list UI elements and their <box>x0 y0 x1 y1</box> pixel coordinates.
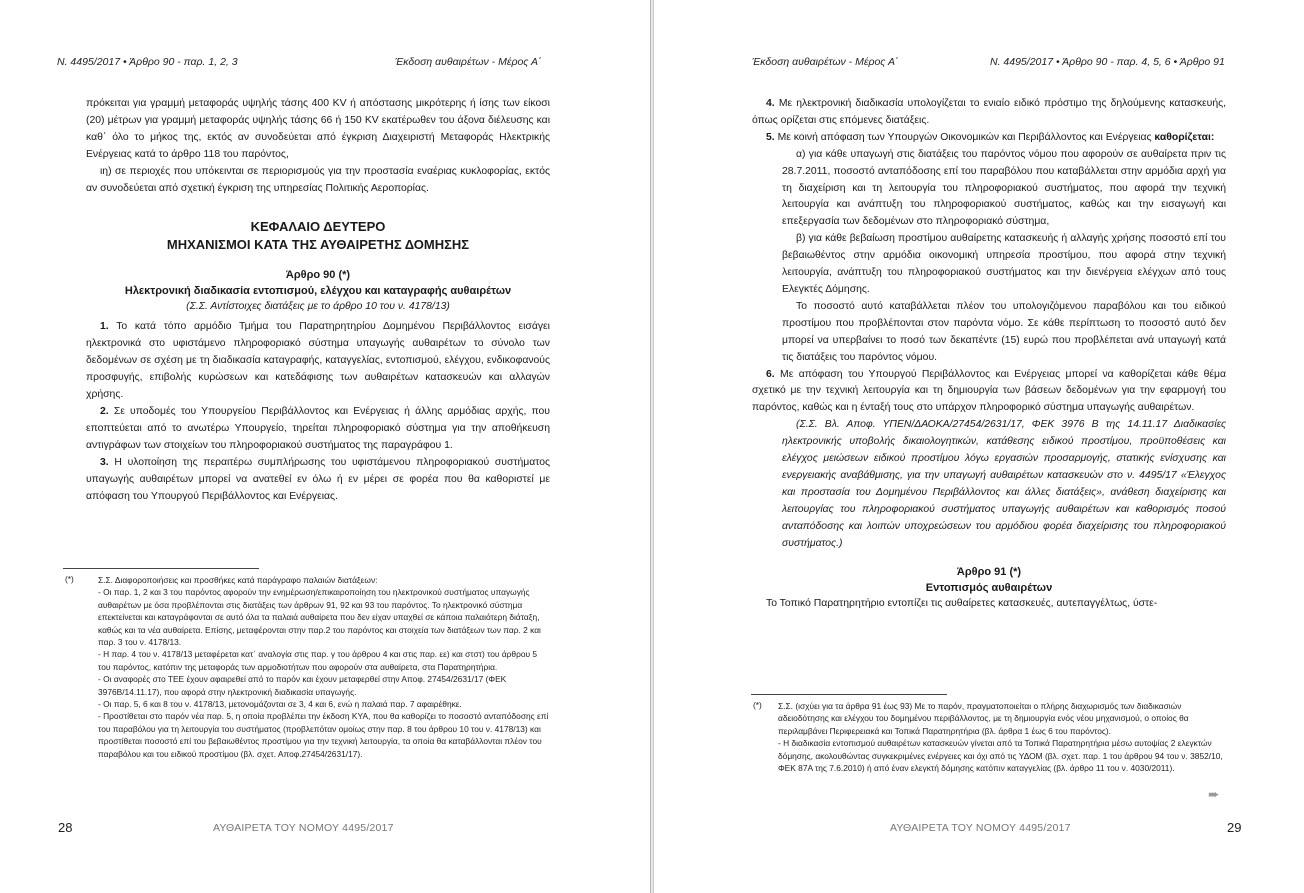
chapter-heading: ΚΕΦΑΛΑΙΟ ΔΕΥΤΕΡΟ <box>250 219 386 235</box>
footnote-line: Σ.Σ. Διαφοροποιήσεις και προσθήκες κατά παράγραφο παλαιών διατάξεων: <box>98 575 378 585</box>
footnote-rule <box>751 694 947 695</box>
page-number: 28 <box>58 820 73 835</box>
running-header-right: Έκδοση αυθαιρέτων - Μέρος Α΄ <box>395 56 542 68</box>
paragraph-number: 1. <box>100 321 109 333</box>
paragraph-number: 5. <box>766 131 775 143</box>
right-page <box>654 0 1304 893</box>
paragraph-text: Με απόφαση του Υπουργού Περιβάλλοντος και Ενέργειας μπορεί να καθορίζεται κάθε θέμα σχετικό με την τεχνική λειτουργία και τη δημιουργία των βάσεων δεδομένων για την εφαρμογή του παρόντος, καθώς και η ένταξή τους στο υπάρχον πληροφορικό σύστημα υπαγωγής αυθαιρέτων. <box>752 368 1226 414</box>
chapter-title: ΜΗΧΑΝΙΣΜΟΙ ΚΑΤΑ ΤΗΣ ΑΥΘΑΙΡΕΤΗΣ ΔΟΜΗΣΗΣ <box>166 237 470 253</box>
paragraph-4 <box>752 96 1226 130</box>
footnote-line: - Οι παρ. 5, 6 και 8 του ν. 4178/13, μετονομάζονται σε 3, 4 και 6, ενώ η παλαιά παρ. 7 αφαιρέθηκε. <box>98 699 462 710</box>
paragraph-number: 6. <box>766 368 775 380</box>
article-91-subtitle: Εντοπισμός αυθαιρέτων <box>925 582 1053 595</box>
paragraph-1 <box>86 319 550 404</box>
article-90-title: Άρθρο 90 (*) <box>285 269 351 282</box>
footnote-line: - Η διαδικασία εντοπισμού αυθαιρέτων κατασκευών γίνεται από τα Τοπικά Παρατηρητήρια μέσω αυτοψίας 2 ελεγκτών δόμησης, ακολουθώντας συγκεκριμένες ενέργειες και όχι από τις ΥΔΟΜ (βλ. σχετ. παρ. 1 του άρθρου 94 του ν. 3852/10, ΦΕΚ 87Α της 7.6.2010) ή από έναν ελεγκτή δόμησης κατόπιν καταγγελίας (βλ. άρθρο 11 του ν. 4030/2011). <box>778 738 1223 774</box>
running-header-right: Ν. 4495/2017 • Άρθρο 90 - παρ. 4, 5, 6 • Άρθρο 91 <box>990 56 1225 68</box>
running-header-left: Έκδοση αυθαιρέτων - Μέρος Α΄ <box>752 56 899 68</box>
continued-paragraph: πρόκειται για γραμμή μεταφοράς υψηλής τάσης 400 KV ή απόστασης μικρότερης ή ίσης των είκοσι (20) μέτρων για γραμμή μεταφοράς υψηλής τάσης 66 ή 150 KV εκατέρωθεν του άξονα διέλευσης και καθ΄ όλο το μήκος της, εκτός αν συνοδεύεται από έγκριση Διαχειριστή Μεταφοράς Ηλεκτρικής Ενέργειας κατά το άρθρο 118 του παρόντος, <box>86 98 550 160</box>
paragraph-text: Το κατά τόπο αρμόδιο Τμήμα του Παρατηρητηρίου Δομημένου Περιβάλλοντος εισάγει ηλεκτρονικά στο υφιστάμενο πληροφοριακό σύστημα υπαγωγής αυθαιρέτων το σύνολο των δεδομένων σε σχέση με τη διαδικασία καταγραφής, καταγγελίας, εντοπισμού, ελέγχου, ενδικοφανούς προσφυγής, επιβολής κυρώσεων και κατεδάφισης των αυθαιρέτων κατασκευών και αλλαγών χρήσης. <box>86 321 550 401</box>
left-footnotes <box>98 574 550 760</box>
footnote-line: Σ.Σ. (ισχύει για τα άρθρα 91 έως 93) Με το παρόν, πραγματοποιείται ο πλήρης διαχωρισμός των διαδικασιών αδειοδότησης και ελέγχου του δομημένου περιβάλλοντος, με τη δημιουργία ενός νέου μηχανισμού, ο οποίος θα περιλαμβάνει Περιφερειακά και Τοπικά Παρατηρητήρια (βλ. άρθρα 1 έως 6 του παρόντος). <box>778 701 1189 736</box>
paragraph-number: 3. <box>100 456 109 468</box>
paragraph-text: Με κοινή απόφαση των Υπουργών Οικονομικών και Περιβάλλοντος και Ενέργειας <box>777 131 1152 143</box>
article-91-title: Άρθρο 91 (*) <box>956 566 1022 579</box>
page-number: 29 <box>1227 820 1242 835</box>
paragraph-text: Η υλοποίηση της περαιτέρω συμπλήρωσης του υφιστάμενου πληροφοριακού συστήματος υπαγωγής αυθαιρέτων μπορεί να ανατεθεί εν όλω ή εν μέρει σε φορέα που θα καθοριστεί με απόφαση του Υπουργού Περιβάλλοντος και Ενέργειας. <box>86 456 550 502</box>
footer-title: ΑΥΘΑΙΡΕΤΑ ΤΟΥ ΝΟΜΟΥ 4495/2017 <box>890 822 1071 834</box>
article-90-subtitle: Ηλεκτρονική διαδικασία εντοπισμού, ελέγχου και καταγραφής αυθαιρέτων <box>124 285 512 298</box>
footnote-rule <box>63 568 259 569</box>
list-item-iota-eta: ιη) σε περιοχές που υπόκεινται σε περιορισμούς για την προστασία εναέριας κυκλοφορίας, εκτός αν συνοδεύεται από σχετική έγκριση της υπηρεσίας Πολιτικής Αεροπορίας. <box>86 165 550 194</box>
running-header-left: Ν. 4495/2017 • Άρθρο 90 - παρ. 1, 2, 3 <box>57 56 238 68</box>
right-body <box>752 96 1226 613</box>
left-body <box>86 96 550 505</box>
footnote-line: - Η παρ. 4 του ν. 4178/13 μεταφέρεται κατ΄ αναλογία στις παρ. γ του άρθρου 4 και στις παρ. εε) και στστ) του άρθρου 5 του παρόντος, κατόπιν της μεταφοράς των αρμοδιοτήτων που αφορούν στα αυθαίρετα, στα Παρατηρητήρια. <box>98 649 538 672</box>
footnote-mark: (*) <box>753 700 762 710</box>
footnote-line: - Προστίθεται στο παρόν νέα παρ. 5, η οποία προβλέπει την έκδοση ΚΥΑ, που θα καθορίζει το ποσοστό ανταπόδοσης επί του παραβόλου για τη λειτουργία του συστήματος (προβλεπόταν ομοίως στην παρ. 8 του άρθρου 10 του ν. 4178/13) και προστίθεται ποσοστό επί του βεβαιωθέντος προστίμου για την τεχνική λειτουργία, τα οποία θα καταβάλλονται πλέον του παραβόλου και του ειδικού προστίμου (βλ. σχετ. Αποφ.27454/2631/17). <box>98 711 549 759</box>
paragraph-text: Σε υποδομές του Υπουργείου Περιβάλλοντος και Ενέργειας ή άλλης αρμόδιας αρχής, που εποπτεύεται από το ανωτέρω Υπουργείο, τηρείται πληροφοριακό σύστημα για την αποθήκευση αντιγράφων των στοιχείων του πληροφοριακού συστήματος της παραγράφου 1. <box>86 405 550 451</box>
article-91-paragraph: Το Τοπικό Παρατηρητήριο εντοπίζει τις αυθαίρετες κατασκευές, αυτεπαγγέλτως, ύστε- <box>766 598 1158 610</box>
paragraph-5-alpha: α) για κάθε υπαγωγή στις διατάξεις του παρόντος νόμου που αφορούν σε αυθαίρετα πριν τις 28.7.2011, ποσοστό ανταπόδοσης επί του παραβόλου που καταβάλλεται στην αρμόδια αρχή για τη διαχείριση και τη λειτουργία του πληροφοριακού συστήματος, που αφορά την τεχνική λειτουργία και ανάπτυξη του πληροφοριακού συστήματος, καθώς και την εισαγωγή και επεξεργασία των δεδομένων στο πληροφοριακό σύστημα, <box>782 148 1226 228</box>
article-90-reference: (Σ.Σ. Αντίστοιχες διατάξεις με το άρθρο 10 του ν. 4178/13) <box>186 301 450 313</box>
paragraph-text: Με ηλεκτρονική διαδικασία υπολογίζεται το ενιαίο ειδικό πρόστιμο της δηλούμενης κατασκευής, όπως ορίζεται στις επόμενες διατάξεις. <box>752 98 1227 126</box>
paragraph-number: 4. <box>766 98 775 109</box>
paragraph-6 <box>752 367 1226 418</box>
paragraph-5 <box>752 130 1226 147</box>
footnote-line: - Οι αναφορές στο ΤΕΕ έχουν αφαιρεθεί από το παρόν και έχουν μεταφερθεί στην Αποφ. 27454/2631/17 (ΦΕΚ 3976Β/14.11.17), που αφορά στην ηλεκτρονική διαδικασία υπαγωγής. <box>98 674 507 697</box>
paragraph-3 <box>86 455 550 506</box>
paragraph-6-reference: (Σ.Σ. Βλ. Αποφ. ΥΠΕΝ/ΔΑΟΚΑ/27454/2631/17, ΦΕΚ 3976 Β της 14.11.17 Διαδικασίες ηλεκτρονικής υποβολής δικαιολογητικών, κατάθεσης ειδικού προστίμου, προϋποθέσεις και ελέγχος μειώσεων ειδικού προστίμου λόγω εργασιών προσαρμογής, στατικής ενίσχυσης και ενεργειακής αναβάθμισης, για την υπαγωγή αυθαιρέτων κατασκευών στο ν. 4495/17 «Έλεγχος και προστασία του Δομημένου Περιβάλλοντος και άλλες διατάξεις», ανάθεση διαχείρισης και λειτουργίας του πληροφοριακού συστήματος υπαγωγής αυθαιρέτων και καθορισμός ποσού ανταπόδοσης και λοιπών υποχρεώσεων του αρμόδιου φορέα διαχείρισης του πληροφοριακού συστήματος.) <box>782 419 1226 549</box>
footnote-mark: (*) <box>65 574 74 584</box>
left-page <box>0 0 650 893</box>
footnote-line: - Οι παρ. 1, 2 και 3 του παρόντος αφορούν την ενημέρωση/επικαιροποίηση του ηλεκτρονικού συστήματος υπαγωγής αυθαιρέτων με όσα προβλέπονται στις διατάξεις των άρθρων 91, 92 και 93 του παρόντος. Το ηλεκτρονικό σύστημα επεκτείνεται και καταγράφονται σε αυτό όλα τα παλαιά αυθαίρετα που δεν είχαν υπαχθεί σε κάποια παλαιότερη διάταξη, καθώς και τα νέα αυθαίρετα. Επίσης, μεταφέρονται στην παρ.2 του παρόντος και στοιχεία των διατάξεων των παρ. 2 και παρ. 3 του ν. 4178/13. <box>98 587 541 648</box>
paragraph-number: 2. <box>100 405 109 417</box>
paragraph-5-tail: Το ποσοστό αυτό καταβάλλεται πλέον του υπολογιζόμενου παραβόλου και του ειδικού προστίμου που προβλέπονται στον παρόντα νόμο. Σε κάθε περίπτωση το ποσοστό αυτό δεν μπορεί να υπερβαίνει το ποσό των δεκαπέντε (15) ευρώ που προβλέπεται ανά υπαγωγή κατά τις διατάξεις του παρόντος νόμου. <box>782 300 1226 363</box>
continue-arrow-icon: ➨ <box>1208 786 1220 802</box>
paragraph-2 <box>86 404 550 455</box>
paragraph-5-beta: β) για κάθε βεβαίωση προστίμου αυθαίρετης κατασκευής ή αλλαγής χρήσης ποσοστό επί του βεβαιωθέντος στην αρμόδια οικονομική υπηρεσία προστίμου, που αφορά στην τεχνική λειτουργία, ανάπτυξη του πληροφοριακού συστήματος και την διενέργεια ελέγχων από τους Ελεγκτές Δόμησης. <box>782 233 1226 295</box>
footer-title: ΑΥΘΑΙΡΕΤΑ ΤΟΥ ΝΟΜΟΥ 4495/2017 <box>213 822 394 834</box>
paragraph-keyword: καθορίζεται: <box>1154 131 1215 143</box>
right-footnotes <box>778 700 1228 774</box>
